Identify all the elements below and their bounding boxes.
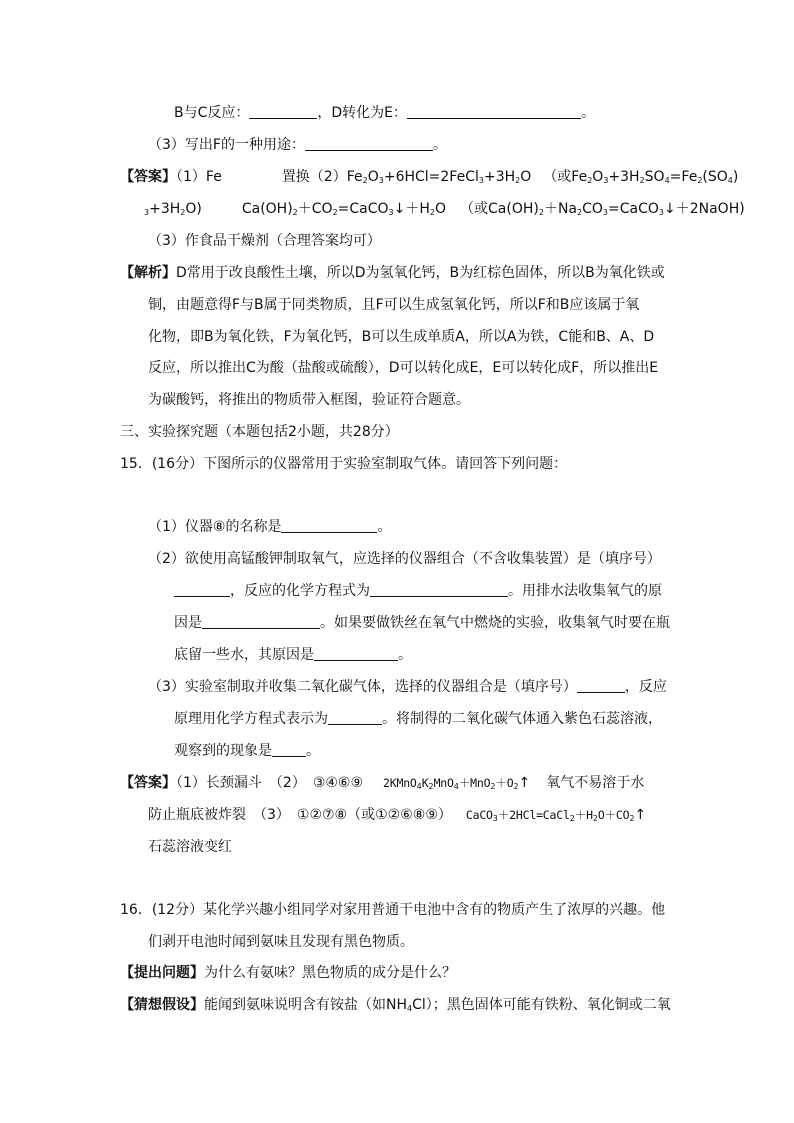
answer-blank-d-e[interactable] xyxy=(407,104,581,119)
q15-part-1: （1）仪器⑧的名称是 。 xyxy=(148,519,392,535)
q14-line-1: B与C反应： ，D转化为E： 。 xyxy=(174,105,596,121)
answer-blank-bottle-water[interactable] xyxy=(314,646,398,661)
q16-question: 【提出问题】为什么有氨味？黑色物质的成分是什么？ xyxy=(120,965,456,981)
q15-part-2-line-1: （2）欲使用高锰酸钾制取氧气，应选择的仪器组合（不含收集装置）是（填序号） xyxy=(148,551,661,567)
q16-stem-2: 们剥开电池时闻到氨味且发现有黑色物质。 xyxy=(148,934,414,950)
q14-analysis-line-2: 铜，由题意得F与B属于同类物质，且F可以生成氢氧化钙，所以F和B应该属于氧 xyxy=(148,297,640,313)
q14-analysis-line-3: 化物，即B为氧化铁，F为氧化钙，B可以生成单质A，所以A为铁，C能和B、A、D xyxy=(148,329,655,345)
q15-part-3-line-2: 原理用化学方程式表示为 。将制得的二氧化碳气体通入紫色石蕊溶液， xyxy=(174,711,662,727)
answer-blank-co2-set[interactable] xyxy=(577,678,625,693)
q14-analysis-line-4: 反应，所以推出C为酸（盐酸或硫酸），D可以转化成E，E可以转化成F，所以推出E xyxy=(148,360,659,376)
answer-blank-kmno4-equation[interactable] xyxy=(370,582,508,597)
q15-stem: 15．(16分）下图所示的仪器常用于实验室制取气体。请回答下列问题： xyxy=(120,456,568,472)
q15-answer-line-2: 防止瓶底被炸裂 （3） ①②⑦⑧（或①②⑥⑧⑨） $CaCO_3+2HCl=CaCl_2+H_2O+CO_2↑$ xyxy=(148,807,647,823)
section-heading: 三、实验探究题（本题包括2小题，共28分） xyxy=(120,424,399,440)
answer-blank-kmno4-set[interactable] xyxy=(174,582,230,597)
q14-answer-line-1: 【答案】（1）Fe 置换$(2)Fe_2O_3+6HCl=2FeCl_3+3H_2O$ （或$Fe_2O_3+3H_2SO_4=Fe_2(SO_4)$ xyxy=(120,169,739,185)
answer-blank-water-reason[interactable] xyxy=(202,614,320,629)
q15-part-2-line-3: 因是 。如果要做铁丝在氧气中燃烧的实验，收集氧气时要在瓶 xyxy=(174,615,670,631)
answer-blank-b-c[interactable] xyxy=(249,104,317,119)
q14-answer-line-2: $_3+3H_2O$) $Ca(OH)_2+CO_2=CaCO_3↓+H_2O$ （或$Ca(OH)_2+Na_2CO_3=CaCO_3↓+2NaOH$) xyxy=(144,201,745,217)
q15-part-2-line-2: ，反应的化学方程式为 。用排水法收集氧气的原 xyxy=(174,581,662,601)
answer-blank-instrument-8[interactable] xyxy=(281,518,377,533)
q15-part-2-line-4: 底留一些水，其原因是 。 xyxy=(174,647,412,663)
answer-blank-co2-equation[interactable] xyxy=(328,710,382,725)
q16-stem-1: 16．(12分）某化学兴趣小组同学对家用普通干电池中含有的物质产生了浓厚的兴趣。他 xyxy=(120,902,666,918)
q15-answer-line-1: 【答案】（1）长颈漏斗 （2） ③④⑥⑨ $2KMnO_4K_2MnO_4+MnO_2+O_2↑$ 氧气不易溶于水 xyxy=(120,775,645,791)
q15-part-3-line-3: 观察到的现象是 。 xyxy=(174,743,320,759)
q14-analysis-line-5: 为碳酸钙，将推出的物质带入框图，验证符合题意。 xyxy=(148,392,470,408)
q14-answer-use: （3）作食品干燥剂（合理答案均可） xyxy=(148,233,381,249)
q14-analysis-line-1: 【解析】D常用于改良酸性土壤，所以D为氢氧化钙，B为红棕色固体，所以B为氧化铁或 xyxy=(120,265,665,281)
q15-answer-line-3: 石蕊溶液变红 xyxy=(148,839,232,855)
q15-part-3-line-1: （3）实验室制取并收集二氧化碳气体，选择的仪器组合是（填序号） ，反应 xyxy=(148,679,667,695)
answer-blank-litmus[interactable] xyxy=(272,742,306,757)
answer-blank-f-use[interactable] xyxy=(305,136,433,151)
q14-line-2: （3）写出F的一种用途： 。 xyxy=(148,137,447,153)
q16-hypothesis: 【猜想假设】能闻到氨味说明含有铵盐（如$NH_4Cl$）；黑色固体可能有铁粉、氧化铜或二氧 xyxy=(120,997,671,1013)
